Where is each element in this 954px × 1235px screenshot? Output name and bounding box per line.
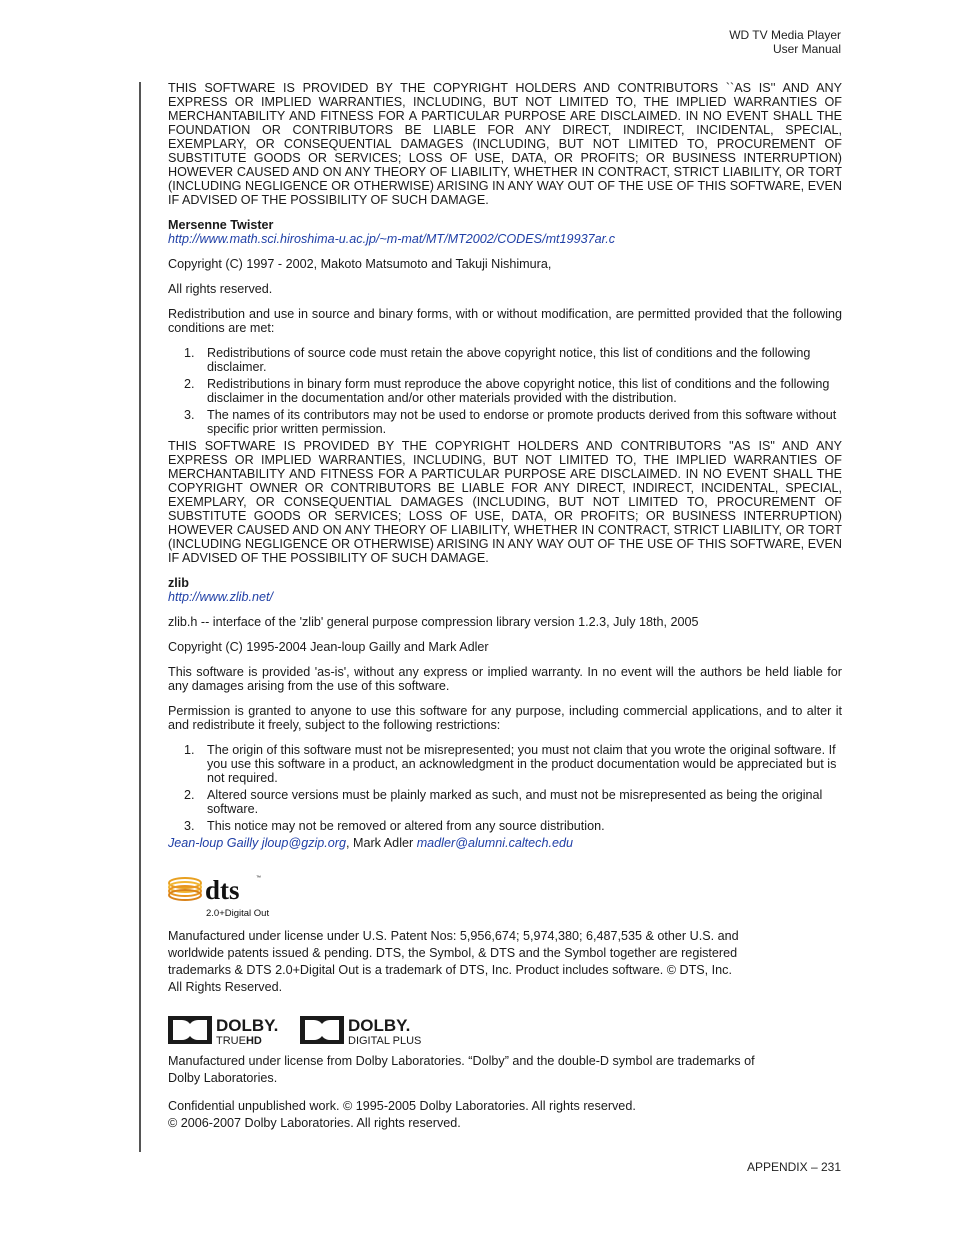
dolby-license-text: Manufactured under license from Dolby Laboratories. “Dolby” and the double-D symbol are trademarks of Dolby Laboratories. bbox=[168, 1054, 755, 1085]
zlib-link[interactable]: http://www.zlib.net/ bbox=[168, 590, 273, 604]
svg-text:DOLBY.: DOLBY. bbox=[348, 1016, 411, 1035]
page-footer: APPENDIX – 231 bbox=[746, 1160, 841, 1174]
margin-rule bbox=[139, 82, 141, 1152]
dts-tm: ™ bbox=[256, 875, 261, 881]
list-item: 3. This notice may not be removed or altered from any source distribution. bbox=[184, 819, 605, 833]
dts-logo-row bbox=[168, 870, 842, 920]
list-item: 1. The origin of this software must not be misrepresented; you must not claim that you wrote the original software. If you use this software in a product, an acknowledgment in the product documentation would be appreciated but is not required. bbox=[184, 743, 837, 785]
page-content bbox=[168, 81, 842, 1143]
dolby-confidential-text: Confidential unpublished work. © 1995-2005 Dolby Laboratories. All rights reserved. © 2006-2007 Dolby Laboratories. All rights reserved. bbox=[168, 1099, 636, 1130]
mersenne-rights: All rights reserved. bbox=[168, 282, 273, 296]
gailly-email-link[interactable]: Jean-loup Gailly jloup@gzip.org bbox=[168, 836, 346, 850]
list-item: 3. The names of its contributors may not be used to endorse or promote products derived from this software without specific prior written permission. bbox=[184, 408, 837, 436]
mersenne-copyright: Copyright (C) 1997 - 2002, Makoto Matsumoto and Takuji Nishimura, bbox=[168, 257, 552, 271]
disclaimer-paragraph: THIS SOFTWARE IS PROVIDED BY THE COPYRIGHT HOLDERS AND CONTRIBUTORS ``AS IS'' AND ANY EXPRESS OR IMPLIED WARRANTIES, INCLUDING, BUT NOT LIMITED TO, THE IMPLIED WARRANTIES OF MERCHANTABILITY AND FITNESS FOR A PARTICULAR PURPOSE ARE DISCLAIMED. IN NO EVENT SHALL THE FOUNDATION OR CONTRIBUTORS BE LIABLE FOR ANY DIRECT, INDIRECT, INCIDENTAL, SPECIAL, EXEMPLARY, OR CONSEQUENTIAL DAMAGES (INCLUDING, BUT NOT LIMITED TO, PROCUREMENT OF SUBSTITUTE GOODS OR SERVICES; LOSS OF USE, DATA, OR PROFITS; OR BUSINESS INTERRUPTION) HOWEVER CAUSED AND ON ANY THEORY OF LIABILITY, WHETHER IN CONTRACT, STRICT LIABILITY, OR TORT (INCLUDING NEGLIGENCE OR OTHERWISE) ARISING IN ANY WAY OUT OF THE USE OF THIS SOFTWARE, EVEN IF ADVISED OF THE POSSIBILITY OF SUCH DAMAGE. bbox=[168, 81, 842, 207]
svg-text:DIGITAL PLUS: DIGITAL PLUS bbox=[348, 1035, 422, 1046]
dolby-truehd-logo-icon bbox=[168, 1014, 288, 1046]
zlib-interface: zlib.h -- interface of the 'zlib' general purpose compression library version 1.2.3, July 18th, 2005 bbox=[168, 615, 699, 629]
list-item: 1. Redistributions of source code must retain the above copyright notice, this list of conditions and the following disclaimer. bbox=[184, 346, 811, 374]
svg-text:TRUEHD: TRUEHD bbox=[216, 1035, 262, 1046]
dts-logo-icon bbox=[168, 870, 280, 920]
mersenne-heading: Mersenne Twister bbox=[168, 218, 274, 232]
mersenne-disclaimer: THIS SOFTWARE IS PROVIDED BY THE COPYRIGHT HOLDERS AND CONTRIBUTORS "AS IS" AND ANY EXPRESS OR IMPLIED WARRANTIES, INCLUDING, BUT NOT LIMITED TO, THE IMPLIED WARRANTIES OF MERCHANTABILITY AND FITNESS FOR A PARTICULAR PURPOSE ARE DISCLAIMED. IN NO EVENT SHALL THE COPYRIGHT OWNER OR CONTRIBUTORS BE LIABLE FOR ANY DIRECT, INDIRECT, INCIDENTAL, SPECIAL, EXEMPLARY, OR CONSEQUENTIAL DAMAGES (INCLUDING, BUT NOT LIMITED TO, PROCUREMENT OF SUBSTITUTE GOODS OR SERVICES; LOSS OF USE, DATA, OR PROFITS; OR BUSINESS INTERRUPTION) HOWEVER CAUSED AND ON ANY THEORY OF LIABILITY, WHETHER IN CONTRACT, STRICT LIABILITY, OR TORT (INCLUDING NEGLIGENCE OR OTHERWISE) ARISING IN ANY WAY OUT OF THE USE OF THIS SOFTWARE, EVEN IF ADVISED OF THE POSSIBILITY OF SUCH DAMAGE. bbox=[168, 439, 842, 565]
dolby-digital-plus-logo-icon bbox=[300, 1014, 448, 1046]
footer-section: APPENDIX bbox=[746, 1160, 808, 1174]
zlib-permission: Permission is granted to anyone to use this software for any purpose, including commercial applications, and to alter it and redistribute it freely, subject to the following restrictions: bbox=[168, 704, 842, 732]
adler-email-link[interactable]: madler@alumni.caltech.edu bbox=[416, 836, 573, 850]
page-header bbox=[729, 28, 841, 56]
zlib-warranty: This software is provided 'as-is', without any express or implied warranty. In no event will the authors be held liable for any damages arising from the use of this software. bbox=[168, 665, 842, 693]
page-number: 231 bbox=[820, 1160, 841, 1174]
zlib-restrictions-list bbox=[168, 743, 842, 833]
dts-license-text: Manufactured under license under U.S. Patent Nos: 5,956,674; 5,974,380; 6,487,535 & other U.S. and worldwide patents issued & pending. DTS, the Symbol, & DTS and the Symbol together are registered trademarks & DTS 2.0+Digital Out is a trademark of DTS, Inc. Product includes software. © DTS, Inc. All Rights Reserved. bbox=[168, 929, 739, 994]
zlib-authors: Jean-loup Gailly jloup@gzip.org, Mark Adler madler@alumni.caltech.edu bbox=[168, 836, 573, 850]
list-item: 2. Altered source versions must be plainly marked as such, and must not be misrepresented as being the original software. bbox=[184, 788, 823, 816]
zlib-copyright: Copyright (C) 1995-2004 Jean-loup Gailly and Mark Adler bbox=[168, 640, 489, 654]
mersenne-redistribution: Redistribution and use in source and binary forms, with or without modification, are permitted provided that the following conditions are met: bbox=[168, 307, 842, 335]
dts-symbol-icon bbox=[169, 878, 201, 900]
svg-text:DOLBY.: DOLBY. bbox=[216, 1016, 279, 1035]
dts-logo-subtitle: 2.0+Digital Out bbox=[206, 908, 270, 919]
dolby-logo-row bbox=[168, 1014, 842, 1046]
header-product: WD TV Media Player bbox=[729, 28, 841, 42]
mersenne-link[interactable]: http://www.math.sci.hiroshima-u.ac.jp/~m-mat/MT/MT2002/CODES/mt19937ar.c bbox=[168, 232, 616, 246]
mersenne-conditions-list bbox=[168, 346, 842, 436]
list-item: 2. Redistributions in binary form must reproduce the above copyright notice, this list of conditions and the following disclaimer in the documentation and/or other materials provided with the distribution. bbox=[184, 377, 830, 405]
dts-wordmark: dts bbox=[205, 875, 240, 905]
zlib-heading: zlib bbox=[168, 576, 189, 590]
header-doc-type: User Manual bbox=[772, 42, 841, 56]
